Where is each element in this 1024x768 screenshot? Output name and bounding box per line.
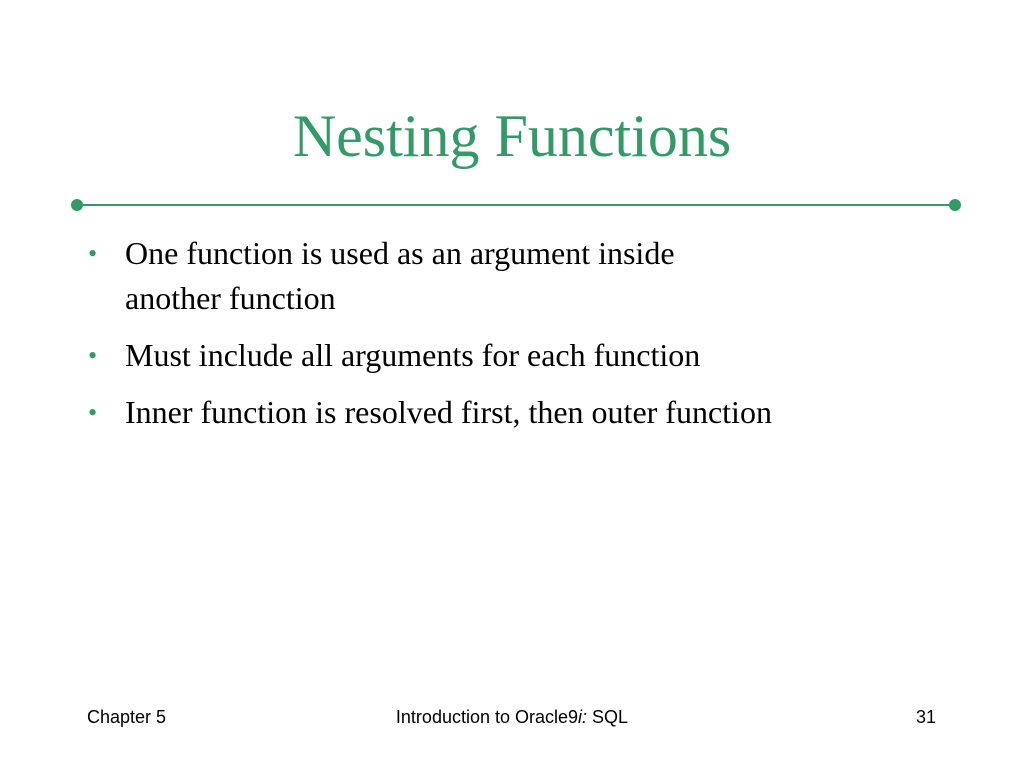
- divider-dot-right: [949, 199, 961, 211]
- bullet-text: Must include all arguments for each function: [125, 337, 701, 373]
- bullet-item: [88, 231, 968, 321]
- bullet-icon: •: [88, 398, 98, 427]
- bullet-icon: •: [88, 239, 98, 268]
- bullet-item: [88, 333, 968, 378]
- bullet-list: [88, 231, 968, 447]
- footer-course-suffix: SQL: [587, 707, 629, 727]
- footer-course-italic: i:: [578, 707, 588, 727]
- title-divider: [71, 199, 961, 211]
- footer-course-title: [0, 705, 1024, 729]
- slide-title: Nesting Functions: [292, 103, 732, 169]
- bullet-text-continuation: another function: [125, 280, 336, 316]
- bullet-item: [88, 390, 968, 435]
- divider-dot-left: [71, 199, 83, 211]
- footer-course-prefix: Introduction to Oracle9: [395, 707, 579, 727]
- footer-page-number: 31: [915, 707, 936, 727]
- bullet-text: Inner function is resolved first, then outer function: [125, 394, 772, 430]
- footer-chapter: Chapter 5: [87, 707, 167, 727]
- bullet-icon: •: [88, 341, 98, 370]
- bullet-text: One function is used as an argument inside: [125, 235, 675, 271]
